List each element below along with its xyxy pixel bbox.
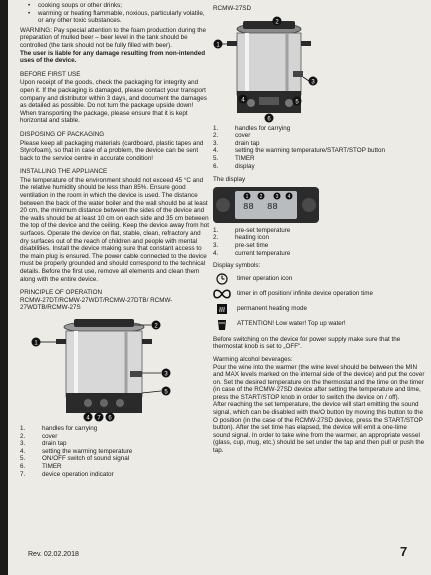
list-item: 6. TIMER bbox=[20, 462, 62, 470]
right-parts-list bbox=[213, 125, 425, 171]
symbol-row: ATTENTION! Low water! Top up water! bbox=[213, 318, 425, 330]
right-handle bbox=[142, 339, 152, 344]
right-column bbox=[213, 2, 425, 460]
clock-icon bbox=[213, 273, 231, 285]
list-item: 3. pre-set time bbox=[213, 241, 269, 249]
manual-page bbox=[8, 0, 431, 575]
bullet-item: • cooking soups or other drinks; bbox=[20, 2, 210, 10]
callout-6: 6 bbox=[267, 116, 271, 123]
before-first-use-text: Upon receipt of the goods, check the packaging for integrity and open it. If the packaging is damaged, please contact your transport company and distributor within 3 days, and document the damages as detailed as possible. Do not turn the package upside down! When transporting the package, please ensure that it is kept horizontal and stable. bbox=[20, 79, 207, 125]
warning-icon bbox=[213, 318, 231, 330]
warming-text: Pour the wine into the warmer (the wine level should be between the MIN and MAX levels marked on the internal side of the device) and put the cover on. Set the desired temperature on the thermostat and the time on the timer (in case of the RCMW-27SD device after setting the temperature and time, press the START/STOP knob in order to switch the device on / off). bbox=[213, 363, 425, 401]
before-first-use-heading: BEFORE FIRST USE bbox=[20, 70, 81, 78]
left-parts-list bbox=[20, 425, 210, 478]
symbol-row: timer in off position/ infinite device operation time bbox=[213, 288, 425, 300]
left-handle bbox=[227, 41, 237, 46]
list-item: 4. current temperature bbox=[213, 249, 291, 257]
list-item: 2. cover bbox=[20, 432, 58, 440]
list-item: 4. setting the warming temperature bbox=[20, 447, 133, 455]
display-illustration bbox=[213, 187, 319, 223]
callout-5: 5 bbox=[295, 99, 299, 106]
callout-7: 7 bbox=[97, 415, 101, 422]
callout-5: 5 bbox=[164, 389, 168, 396]
callout-4: 4 bbox=[241, 97, 245, 104]
disposing-heading: DISPOSING OF PACKAGING bbox=[20, 130, 105, 138]
page-number: 7 bbox=[400, 544, 408, 559]
display-callout-2: 2 bbox=[259, 193, 263, 200]
model-heading: RCMW-27SD bbox=[213, 5, 252, 12]
left-column bbox=[20, 2, 210, 478]
right-handle bbox=[301, 41, 311, 46]
list-item: 1. pre-set temperature bbox=[213, 226, 291, 234]
list-item: 1. handles for carrying bbox=[20, 424, 98, 432]
callout-2: 2 bbox=[154, 323, 158, 330]
list-item: 2. heating icon bbox=[213, 234, 269, 242]
list-item: 4. setting the warming temperature/START/STOP button bbox=[213, 147, 386, 155]
boiler-cover bbox=[243, 21, 295, 29]
symbol-row: permanent heating mode bbox=[213, 303, 425, 315]
principle-heading: PRINCIPLE OF OPERATION bbox=[20, 289, 103, 297]
installing-text: The temperature of the environment should not exceed 45 °C and the relative humidity should be less than 85%. Ensure good ventilation in the room in which the device is used. The distance between the back of the water boiler and the wall should be at least 20 cm, the minimum distance between the sides of the device and the walls should be at least 10 cm on each side and 35 cm between the top of the device and the ceiling. Keep the device away from hot surfaces. Operate the device on flat, stable, clean, refractory and dry surfaces out of the reach of children and people with mental disabilities. Install the device making sure that constant access to the main plug is ensured. The power cable connected to the device must be properly grounded and should correspond to the technical details. Before the first use, remove all elements and clean them along with the entire device. bbox=[20, 176, 210, 283]
usage-bullets bbox=[20, 2, 210, 25]
list-item: 2. cover bbox=[213, 132, 251, 140]
list-item: 3. drain tap bbox=[20, 440, 67, 448]
symbols-heading: Display symbols: bbox=[213, 262, 261, 270]
callout-1: 1 bbox=[216, 42, 220, 49]
list-item: 7. device operation indicator bbox=[20, 470, 114, 478]
principle-models: RCMW-27DT/RCMW-27WDT/RCMW-27DTB/ RCMW-27WDTB/RCMW-27S bbox=[20, 296, 173, 312]
callout-4: 4 bbox=[86, 415, 90, 422]
drain-tap bbox=[293, 71, 303, 77]
disposing-text: Please keep all packaging materials (cardboard, plastic tapes and Styrofoam), so that in case of a problem, the device can be sent back to the service centre in accurate condition! bbox=[20, 139, 204, 162]
callout-3: 3 bbox=[164, 371, 168, 378]
list-item: 6. display bbox=[213, 162, 255, 170]
drain-tap bbox=[130, 371, 142, 377]
display-panel bbox=[213, 187, 319, 223]
warming-heading: Warming alcohol beverages: bbox=[213, 355, 293, 363]
warning-text: WARNING: Pay special attention to the foam production during the preparation of mulled beer – beer level in the tank should be controlled (the tank should not be fully filled with beer). bbox=[20, 26, 206, 49]
installing-heading: INSTALLING THE APPLIANCE bbox=[20, 168, 108, 176]
callout-3: 3 bbox=[311, 79, 315, 86]
svg-text:88: 88 bbox=[243, 201, 254, 212]
bullet-item: • warming or heating flammable, noxious, particularly volatile, or any other toxic substances. bbox=[20, 10, 210, 25]
boiler-sd-illustration bbox=[213, 15, 323, 123]
list-item: 5. TIMER bbox=[213, 154, 255, 162]
display-parts-list bbox=[213, 227, 425, 257]
svg-text:88: 88 bbox=[267, 201, 278, 212]
display-callout-1: 1 bbox=[245, 193, 249, 200]
list-item: 5. ON/OFF switch of sound signal bbox=[20, 455, 130, 463]
revision-footer: Rev. 02.02.2018 bbox=[28, 551, 79, 558]
after-text: After reaching the set temperature, the device will start emitting the sound signal, which can be disabled with the/O button by moving this button to the O position (in the case of the RCMW-27SD device, press the START/STOP button). After the set time has elapsed, the device will emit a one-time sound signal. In order to take wine from the warmer, an appropriate vessel (glass, cup, mug, etc.) should be set under the tap and then pull or push the tap. bbox=[213, 401, 425, 455]
display-callout-4: 4 bbox=[287, 193, 291, 200]
before-switch-text: Before switching on the device for power supply make sure that the thermostat knob is set to „OFF". bbox=[213, 335, 401, 351]
heating-icon bbox=[213, 303, 231, 315]
callout-6: 6 bbox=[108, 415, 112, 422]
liability-text: The user is liable for any damage resulting from non-intended uses of the device. bbox=[20, 49, 206, 65]
display-callout-3: 3 bbox=[275, 193, 279, 200]
display-heading: The display bbox=[213, 176, 246, 184]
symbol-row: timer operation icon bbox=[213, 273, 425, 285]
left-handle bbox=[56, 339, 66, 344]
callout-2: 2 bbox=[275, 19, 279, 26]
infinity-icon bbox=[213, 288, 231, 300]
boiler-illustration bbox=[26, 313, 186, 423]
list-item: 1. handles for carrying bbox=[213, 124, 291, 132]
boiler-cover bbox=[74, 319, 134, 327]
callout-1: 1 bbox=[34, 340, 38, 347]
list-item: 3. drain tap bbox=[213, 139, 260, 147]
